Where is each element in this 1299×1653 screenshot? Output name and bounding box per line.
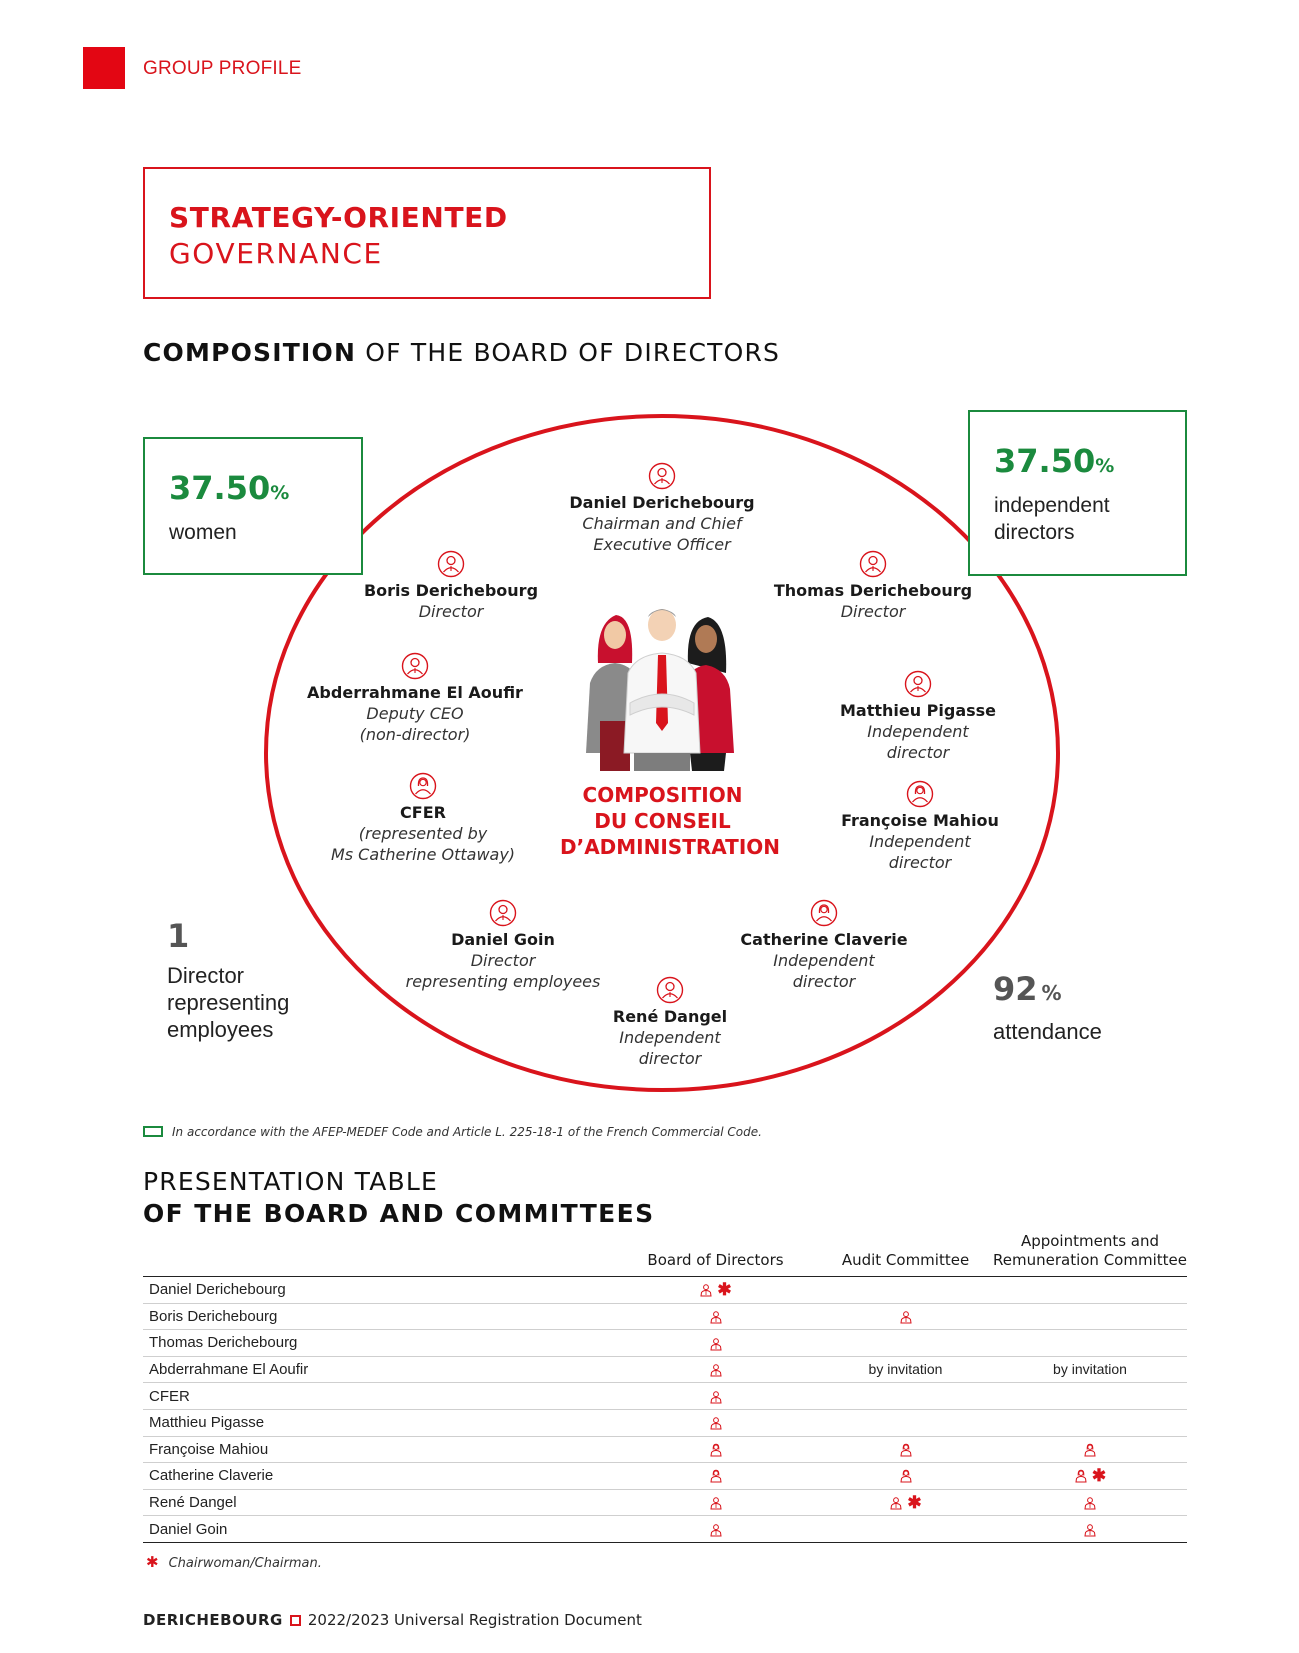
member-role: Director xyxy=(418,602,484,621)
cell-board xyxy=(613,1489,818,1516)
title-line-2: GOVERNANCE xyxy=(169,237,383,270)
header-audit: Audit Committee xyxy=(818,1232,993,1277)
cell-board xyxy=(613,1277,818,1304)
member-name: René Dangel xyxy=(612,1007,728,1026)
member-role: Deputy CEO (non-director) xyxy=(359,704,471,744)
header-board: Board of Directors xyxy=(613,1232,818,1277)
section-label: GROUP PROFILE xyxy=(143,58,302,79)
member-name: Daniel Derichebourg xyxy=(569,493,755,512)
chair-star-icon: ✱ xyxy=(907,1492,922,1512)
row-name: Daniel Goin xyxy=(143,1516,613,1543)
cell-board xyxy=(613,1356,818,1383)
male-person-icon xyxy=(709,1494,723,1511)
male-person-icon xyxy=(1083,1521,1097,1538)
table-row xyxy=(143,1436,1187,1463)
cell-appointments xyxy=(993,1277,1187,1304)
cell-audit xyxy=(818,1436,993,1463)
member-role: Independent director xyxy=(773,951,875,991)
row-name: Catherine Claverie xyxy=(143,1463,613,1490)
cell-appointments xyxy=(993,1489,1187,1516)
cell-audit xyxy=(818,1303,993,1330)
table-row xyxy=(143,1409,1187,1436)
cell-board xyxy=(613,1463,818,1490)
male-person-icon xyxy=(709,1334,723,1351)
member-thomas-derichebourg xyxy=(738,550,1008,622)
row-name: Daniel Derichebourg xyxy=(143,1277,613,1304)
male-person-icon xyxy=(709,1361,723,1378)
center-title: COMPOSITION DU CONSEIL D’ADMINISTRATION xyxy=(560,783,780,859)
cell-board xyxy=(613,1436,818,1463)
member-name: Matthieu Pigasse xyxy=(839,701,997,720)
stat-employee-rep-value: 1 xyxy=(167,917,190,955)
legend-swatch xyxy=(143,1126,163,1137)
male-person-icon xyxy=(889,1494,903,1511)
male-person-icon xyxy=(859,550,887,578)
stat-independent-value: 37.50% xyxy=(994,442,1115,480)
female-person-icon xyxy=(1083,1441,1097,1458)
member-rene-dangel xyxy=(535,976,805,1069)
cell-appointments xyxy=(993,1356,1187,1383)
cell-audit xyxy=(818,1383,993,1410)
cell-audit xyxy=(818,1409,993,1436)
cell-board xyxy=(613,1516,818,1543)
male-person-icon xyxy=(489,899,517,927)
row-name: René Dangel xyxy=(143,1489,613,1516)
cell-appointments xyxy=(993,1303,1187,1330)
cell-audit xyxy=(818,1330,993,1357)
header-name xyxy=(143,1232,613,1277)
cell-appointments xyxy=(993,1436,1187,1463)
cell-appointments xyxy=(993,1409,1187,1436)
cell-audit xyxy=(818,1463,993,1490)
header-appointments: Appointments and Remuneration Committee xyxy=(993,1232,1187,1277)
member-role: Chairman and Chief Executive Officer xyxy=(582,514,742,554)
table-row xyxy=(143,1330,1187,1357)
table-row xyxy=(143,1489,1187,1516)
male-person-icon xyxy=(709,1388,723,1405)
member-name: CFER xyxy=(400,803,446,822)
stat-independent-label: independent directors xyxy=(994,494,1110,544)
chair-star-icon: ✱ xyxy=(717,1279,732,1299)
table-header-row xyxy=(143,1232,1187,1277)
stat-women-value: 37.50% xyxy=(169,469,290,507)
cell-audit xyxy=(818,1489,993,1516)
male-person-icon xyxy=(899,1308,913,1325)
page-footer xyxy=(143,1611,642,1629)
table-row xyxy=(143,1463,1187,1490)
male-person-icon xyxy=(656,976,684,1004)
member-cfer xyxy=(288,772,558,865)
member-matthieu-pigasse xyxy=(783,670,1053,763)
male-person-icon xyxy=(709,1521,723,1538)
cell-board xyxy=(613,1409,818,1436)
title-box xyxy=(143,167,711,299)
member-role: (represented by Ms Catherine Ottaway) xyxy=(330,824,516,864)
cell-board xyxy=(613,1330,818,1357)
female-person-icon xyxy=(709,1441,723,1458)
member-role: Independent director xyxy=(869,832,971,872)
member-name: Abderrahmane El Aoufir xyxy=(307,683,523,702)
table-row xyxy=(143,1383,1187,1410)
male-person-icon xyxy=(904,670,932,698)
footer-separator xyxy=(290,1615,301,1626)
male-person-icon xyxy=(709,1308,723,1325)
row-name: Françoise Mahiou xyxy=(143,1436,613,1463)
female-person-icon xyxy=(899,1441,913,1458)
cell-audit xyxy=(818,1356,993,1383)
member-role: Director representing employees xyxy=(405,951,601,991)
male-person-icon xyxy=(437,550,465,578)
composition-heading-rest: OF THE BOARD OF DIRECTORS xyxy=(356,338,781,367)
male-person-icon xyxy=(1083,1494,1097,1511)
table-heading-line-2: OF THE BOARD AND COMMITTEES xyxy=(143,1199,655,1228)
female-person-icon xyxy=(709,1467,723,1484)
chair-star-icon: ✱ xyxy=(1091,1465,1107,1485)
cell-text: by invitation xyxy=(868,1361,943,1378)
female-person-icon xyxy=(899,1467,913,1484)
footnote-text: Chairwoman/Chairman. xyxy=(168,1556,322,1571)
cell-board xyxy=(613,1383,818,1410)
row-name: Matthieu Pigasse xyxy=(143,1409,613,1436)
footer-document: 2022/2023 Universal Registration Document xyxy=(307,1611,642,1629)
member-name: Thomas Derichebourg xyxy=(773,581,973,600)
stat-attendance-label: attendance xyxy=(993,1019,1102,1044)
cell-appointments xyxy=(993,1516,1187,1543)
member-role: Director xyxy=(840,602,906,621)
table-row xyxy=(143,1356,1187,1383)
cell-audit xyxy=(818,1277,993,1304)
row-name: Boris Derichebourg xyxy=(143,1303,613,1330)
footnote-symbol: ✱ xyxy=(146,1553,159,1571)
row-name: Abderrahmane El Aoufir xyxy=(143,1356,613,1383)
member-francoise-mahiou xyxy=(785,780,1055,873)
member-boris-derichebourg xyxy=(316,550,586,622)
footer-brand: DERICHEBOURG xyxy=(143,1611,283,1629)
title-line-1: STRATEGY-ORIENTED xyxy=(169,201,508,234)
female-person-icon xyxy=(409,772,437,800)
female-person-icon xyxy=(906,780,934,808)
row-name: CFER xyxy=(143,1383,613,1410)
table-heading-line-1: PRESENTATION TABLE xyxy=(143,1167,438,1196)
footnote xyxy=(146,1553,322,1571)
cell-text: by invitation xyxy=(1053,1361,1127,1378)
member-name: Boris Derichebourg xyxy=(363,581,539,600)
cell-board xyxy=(613,1303,818,1330)
legend-text: In accordance with the AFEP-MEDEF Code and Article L. 225-18-1 of the French Commercial Code. xyxy=(172,1125,762,1139)
composition-heading xyxy=(143,338,780,367)
board-people-illustration xyxy=(578,603,746,771)
male-person-icon xyxy=(709,1414,723,1431)
cell-audit xyxy=(818,1516,993,1543)
stat-attendance-value: 92 % xyxy=(993,970,1062,1008)
cell-appointments xyxy=(993,1463,1187,1490)
cell-appointments xyxy=(993,1330,1187,1357)
cell-appointments xyxy=(993,1383,1187,1410)
member-abderrahmane-el-aoufir xyxy=(280,652,550,745)
male-person-icon xyxy=(401,652,429,680)
section-marker xyxy=(83,47,125,89)
stat-women-label: women xyxy=(169,521,237,544)
table-row xyxy=(143,1303,1187,1330)
table-heading xyxy=(143,1166,655,1230)
stat-employee-rep-label: Director representing employees xyxy=(167,963,290,1042)
female-person-icon xyxy=(1074,1467,1088,1484)
table-body xyxy=(143,1277,1187,1543)
male-person-icon xyxy=(648,462,676,490)
member-name: Daniel Goin xyxy=(451,930,555,949)
table-row xyxy=(143,1277,1187,1304)
member-daniel-derichebourg xyxy=(527,462,797,555)
member-role: Independent director xyxy=(867,722,969,762)
male-person-icon xyxy=(699,1281,713,1298)
table-row xyxy=(143,1516,1187,1543)
member-name: Catherine Claverie xyxy=(740,930,908,949)
member-role: Independent director xyxy=(619,1028,721,1068)
member-name: Françoise Mahiou xyxy=(841,811,999,830)
board-committees-table xyxy=(143,1232,1187,1543)
row-name: Thomas Derichebourg xyxy=(143,1330,613,1357)
female-person-icon xyxy=(810,899,838,927)
composition-heading-bold: COMPOSITION xyxy=(143,338,357,367)
